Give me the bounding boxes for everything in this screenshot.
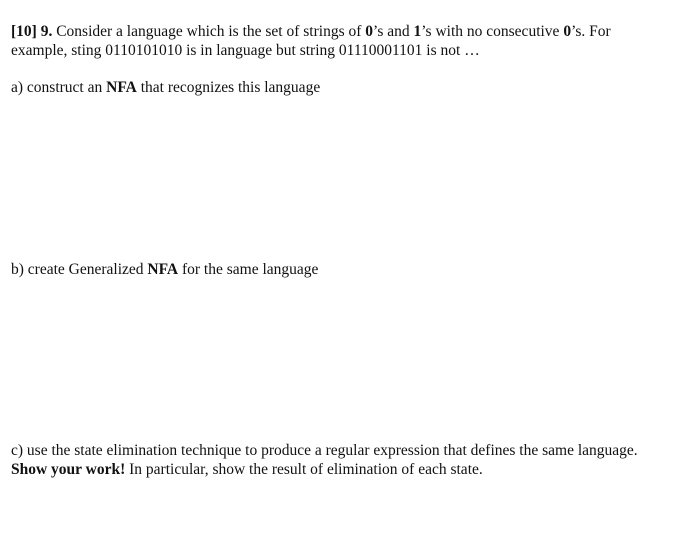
part-b-suffix: for the same language [178, 261, 319, 278]
part-a-suffix: that recognizes this language [136, 79, 321, 96]
part-c-line-2: In particular, show the result of elimination of each state. [125, 461, 483, 478]
part-c-prompt [11, 441, 681, 479]
part-c-line-1: c) use the state elimination technique to produce a regular expression that defines the same language. [11, 442, 638, 459]
part-c-emphasis: Show your work! [11, 461, 126, 478]
symbol-one: 1 [413, 23, 422, 40]
part-a-prompt [11, 78, 681, 97]
symbol-zero: 0 [563, 23, 572, 40]
part-b-keyword: NFA [147, 261, 179, 278]
part-a-prefix: a) construct an [11, 79, 107, 96]
question-text-1: Consider a language which is the set of strings of [52, 23, 366, 40]
question-example-line: example, sting 0110101010 is in language but string 01110001101 is not … [11, 42, 480, 59]
symbol-zero: 0 [365, 23, 374, 40]
question-text-4: ’s. For [571, 23, 611, 40]
part-b-prompt [11, 260, 681, 279]
question-text-3: ’s with no consecutive [421, 23, 564, 40]
question-text-2: ’s and [373, 23, 414, 40]
question-number: 9. [40, 23, 53, 40]
part-b-prefix: b) create Generalized [11, 261, 148, 278]
question-points: [10] [11, 23, 37, 40]
part-a-keyword: NFA [106, 79, 137, 96]
question-9-statement [11, 22, 681, 60]
